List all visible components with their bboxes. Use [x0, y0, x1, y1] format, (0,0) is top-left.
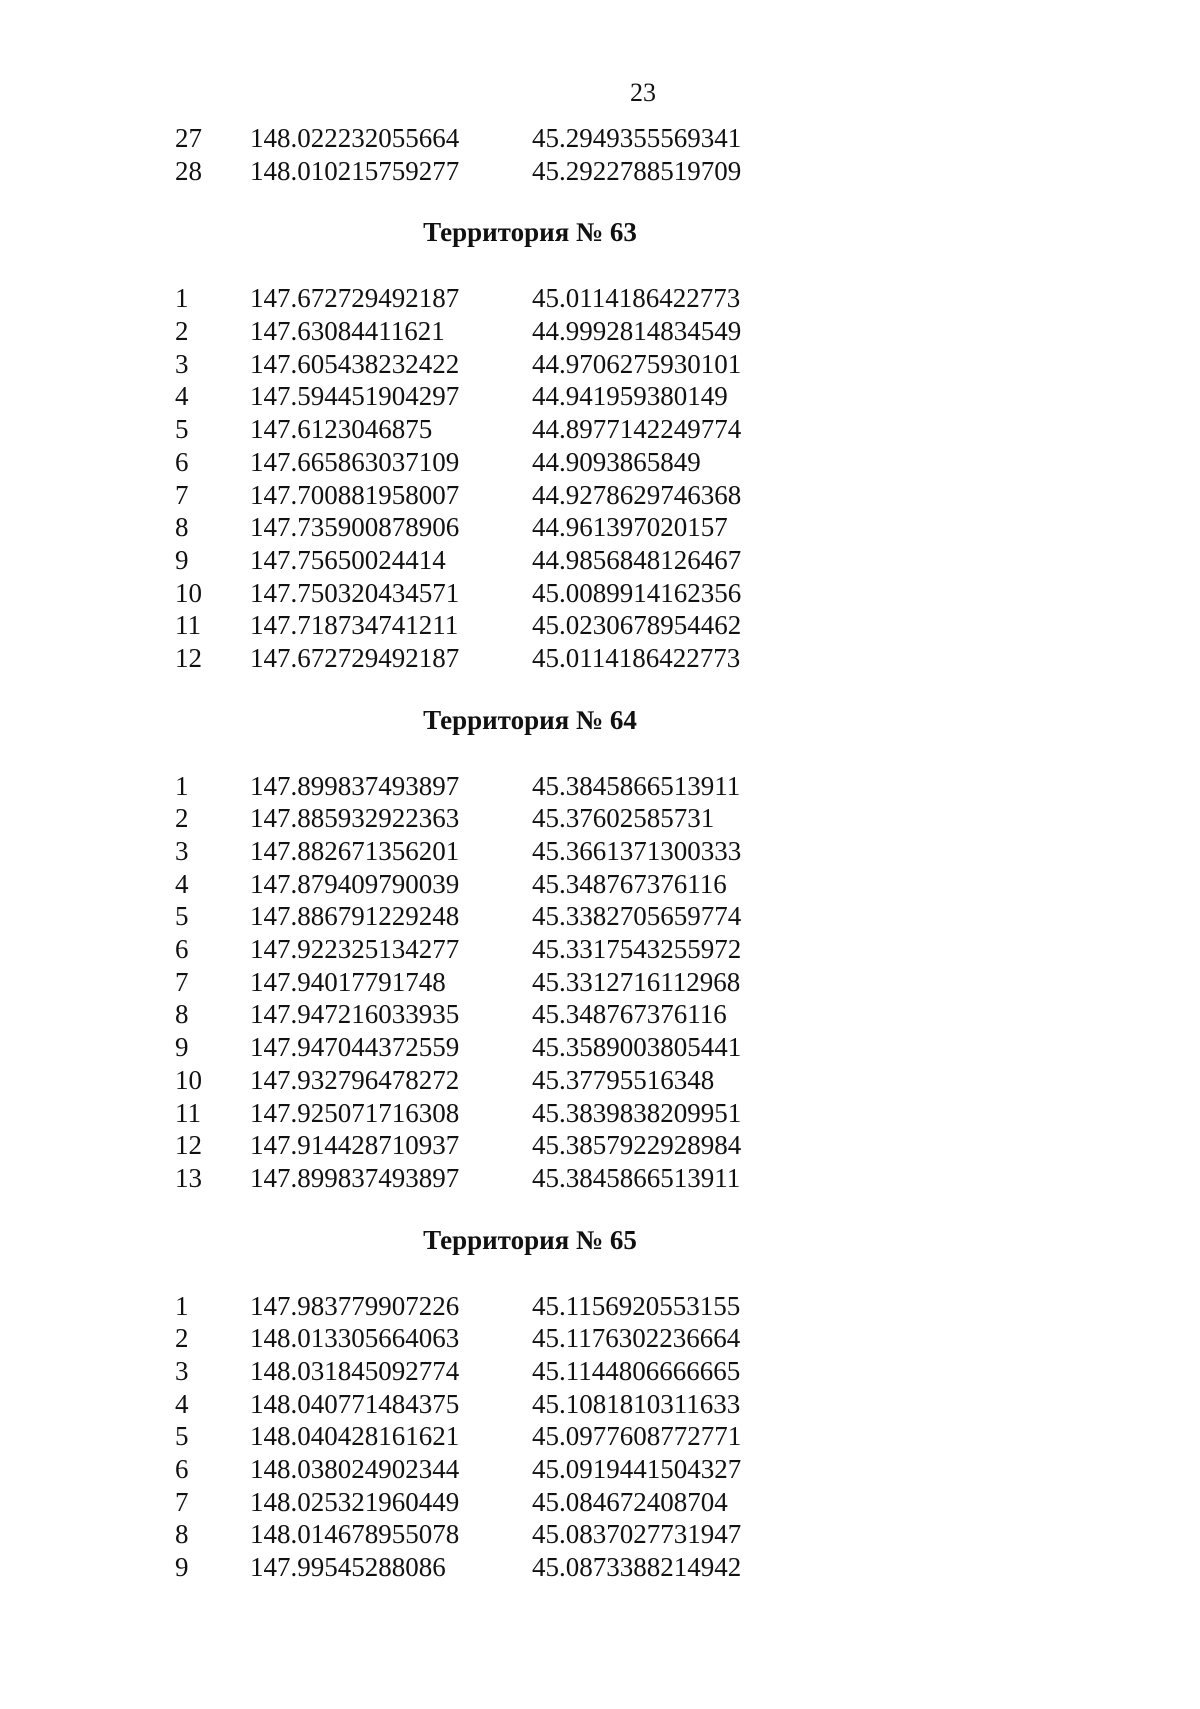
latitude: 45.3857922928984: [532, 1130, 742, 1161]
latitude: 45.3382705659774: [532, 901, 742, 932]
point-number: 2: [175, 316, 189, 347]
table-row: [165, 933, 865, 966]
table-row: [165, 1064, 865, 1097]
point-number: 28: [175, 155, 202, 186]
section-heading: Территория № 63: [423, 217, 637, 248]
longitude: 147.932796478272: [250, 1064, 460, 1095]
longitude: 147.750320434571: [250, 577, 460, 608]
longitude: 147.594451904297: [250, 381, 460, 412]
point-number: 10: [175, 577, 202, 608]
longitude: 148.010215759277: [250, 155, 460, 186]
table-row: [165, 380, 865, 413]
table-row: [165, 544, 865, 577]
section-territory-65: [165, 1225, 865, 1584]
latitude: 45.0837027731947: [532, 1519, 742, 1550]
table-row: [165, 282, 865, 315]
latitude: 45.0230678954462: [532, 610, 742, 641]
table-row: [165, 1486, 865, 1519]
point-number: 1: [175, 1290, 189, 1321]
table-row: [165, 835, 865, 868]
point-number: 3: [175, 348, 189, 379]
latitude: 45.0114186422773: [532, 283, 741, 314]
table-row: [165, 868, 865, 901]
point-number: 4: [175, 868, 189, 899]
section-heading: Территория № 65: [423, 1224, 637, 1255]
latitude: 45.348767376116: [532, 868, 727, 899]
point-number: 8: [175, 512, 189, 543]
table-row: [165, 1129, 865, 1162]
latitude: 45.37602585731: [532, 803, 715, 834]
table-row: [165, 1355, 865, 1388]
longitude: 147.885932922363: [250, 803, 460, 834]
longitude: 147.983779907226: [250, 1290, 460, 1321]
table-row: [165, 1097, 865, 1130]
section-territory-64: [165, 705, 865, 1195]
section-heading: Территория № 64: [423, 704, 637, 735]
table-row: [165, 802, 865, 835]
table-row: [165, 1031, 865, 1064]
point-number: 7: [175, 479, 189, 510]
latitude: 45.3839838209951: [532, 1097, 742, 1128]
point-number: 5: [175, 414, 189, 445]
latitude: 44.9992814834549: [532, 316, 742, 347]
point-number: 6: [175, 934, 189, 965]
latitude: 44.9856848126467: [532, 544, 742, 575]
table-row: [165, 998, 865, 1031]
point-number: 4: [175, 1388, 189, 1419]
longitude: 147.99545288086: [250, 1552, 446, 1583]
latitude: 44.9706275930101: [532, 348, 742, 379]
point-number: 1: [175, 283, 189, 314]
table-row: [165, 511, 865, 544]
latitude: 45.3661371300333: [532, 836, 742, 866]
table-row: [165, 1551, 865, 1584]
longitude: 147.94017791748: [250, 966, 446, 997]
point-number: 11: [175, 1097, 201, 1128]
longitude: 148.040771484375: [250, 1388, 460, 1419]
table-row: [165, 770, 865, 803]
point-number: 5: [175, 1421, 189, 1452]
longitude: 147.922325134277: [250, 934, 460, 965]
point-number: 9: [175, 1032, 189, 1063]
point-number: 1: [175, 770, 189, 801]
point-number: 8: [175, 1519, 189, 1550]
longitude: 147.899837493897: [250, 1162, 460, 1193]
latitude: 45.37795516348: [532, 1064, 715, 1095]
longitude: 147.718734741211: [250, 610, 459, 641]
latitude: 45.3317543255972: [532, 934, 742, 965]
latitude: 45.348767376116: [532, 999, 727, 1030]
longitude: 147.700881958007: [250, 479, 460, 510]
table-row: [165, 1420, 865, 1453]
longitude: 147.879409790039: [250, 868, 460, 899]
longitude: 147.914428710937: [250, 1130, 460, 1161]
section-territory-63: [165, 217, 865, 674]
latitude: 45.0873388214942: [532, 1552, 742, 1583]
table-row: [165, 1388, 865, 1421]
table-row: [165, 1290, 865, 1323]
table-row: [165, 1453, 865, 1486]
longitude: 147.6123046875: [250, 414, 433, 445]
coordinates-document: [165, 122, 865, 1584]
longitude: 147.605438232422: [250, 348, 460, 379]
table-row: [165, 446, 865, 479]
table-row: [165, 479, 865, 512]
table-row: [165, 1162, 865, 1195]
table-row: [165, 315, 865, 348]
latitude: 45.2922788519709: [532, 155, 742, 186]
point-number: 12: [175, 1130, 202, 1161]
latitude: 44.961397020157: [532, 512, 728, 543]
latitude: 45.0114186422773: [532, 642, 741, 673]
longitude: 147.672729492187: [250, 642, 460, 673]
longitude: 148.013305664063: [250, 1323, 460, 1354]
table-row: [165, 577, 865, 610]
latitude: 44.8977142249774: [532, 414, 742, 445]
table-row: [165, 1518, 865, 1551]
point-number: 12: [175, 642, 202, 673]
table-row: [165, 1322, 865, 1355]
point-number: 13: [175, 1162, 202, 1193]
table-row: [165, 155, 865, 188]
longitude: 148.040428161621: [250, 1421, 460, 1452]
point-number: 3: [175, 836, 189, 866]
longitude: 148.014678955078: [250, 1519, 460, 1550]
point-number: 9: [175, 1552, 189, 1583]
latitude: 45.3845866513911: [532, 770, 741, 801]
point-number: 9: [175, 544, 189, 575]
longitude: 147.947044372559: [250, 1032, 460, 1063]
table-row: [165, 413, 865, 446]
point-number: 4: [175, 381, 189, 412]
point-number: 11: [175, 610, 201, 641]
longitude: 147.735900878906: [250, 512, 460, 543]
latitude: 45.0919441504327: [532, 1454, 742, 1484]
table-row: [165, 122, 865, 155]
latitude: 45.2949355569341: [532, 123, 742, 153]
point-number: 5: [175, 901, 189, 932]
longitude: 148.038024902344: [250, 1454, 460, 1484]
longitude: 147.886791229248: [250, 901, 460, 932]
latitude: 45.0977608772771: [532, 1421, 742, 1452]
latitude: 44.9093865849: [532, 446, 701, 477]
latitude: 45.3589003805441: [532, 1032, 742, 1063]
latitude: 45.0089914162356: [532, 577, 742, 608]
longitude: 147.672729492187: [250, 283, 460, 314]
latitude: 45.1144806666665: [532, 1355, 741, 1386]
longitude: 147.882671356201: [250, 836, 460, 866]
latitude: 45.1156920553155: [532, 1290, 741, 1321]
page-number: 23: [630, 78, 656, 107]
point-number: 27: [175, 123, 202, 153]
table-row: [165, 966, 865, 999]
point-number: 7: [175, 966, 189, 997]
latitude: 45.084672408704: [532, 1486, 728, 1517]
point-number: 8: [175, 999, 189, 1030]
section-continuation: [165, 122, 865, 187]
latitude: 44.941959380149: [532, 381, 728, 412]
point-number: 6: [175, 1454, 189, 1484]
point-number: 3: [175, 1355, 189, 1386]
latitude: 45.1081810311633: [532, 1388, 741, 1419]
point-number: 6: [175, 446, 189, 477]
longitude: 147.665863037109: [250, 446, 460, 477]
latitude: 45.3312716112968: [532, 966, 741, 997]
table-row: [165, 348, 865, 381]
table-row: [165, 900, 865, 933]
point-number: 10: [175, 1064, 202, 1095]
longitude: 148.031845092774: [250, 1355, 460, 1386]
longitude: 147.75650024414: [250, 544, 446, 575]
longitude: 148.022232055664: [250, 123, 460, 153]
longitude: 147.899837493897: [250, 770, 460, 801]
table-row: [165, 642, 865, 675]
point-number: 7: [175, 1486, 189, 1517]
table-row: [165, 609, 865, 642]
longitude: 147.947216033935: [250, 999, 460, 1030]
point-number: 2: [175, 803, 189, 834]
longitude: 147.925071716308: [250, 1097, 460, 1128]
latitude: 45.1176302236664: [532, 1323, 741, 1354]
longitude: 147.63084411621: [250, 316, 445, 347]
point-number: 2: [175, 1323, 189, 1354]
latitude: 45.3845866513911: [532, 1162, 741, 1193]
longitude: 148.025321960449: [250, 1486, 460, 1517]
latitude: 44.9278629746368: [532, 479, 742, 510]
